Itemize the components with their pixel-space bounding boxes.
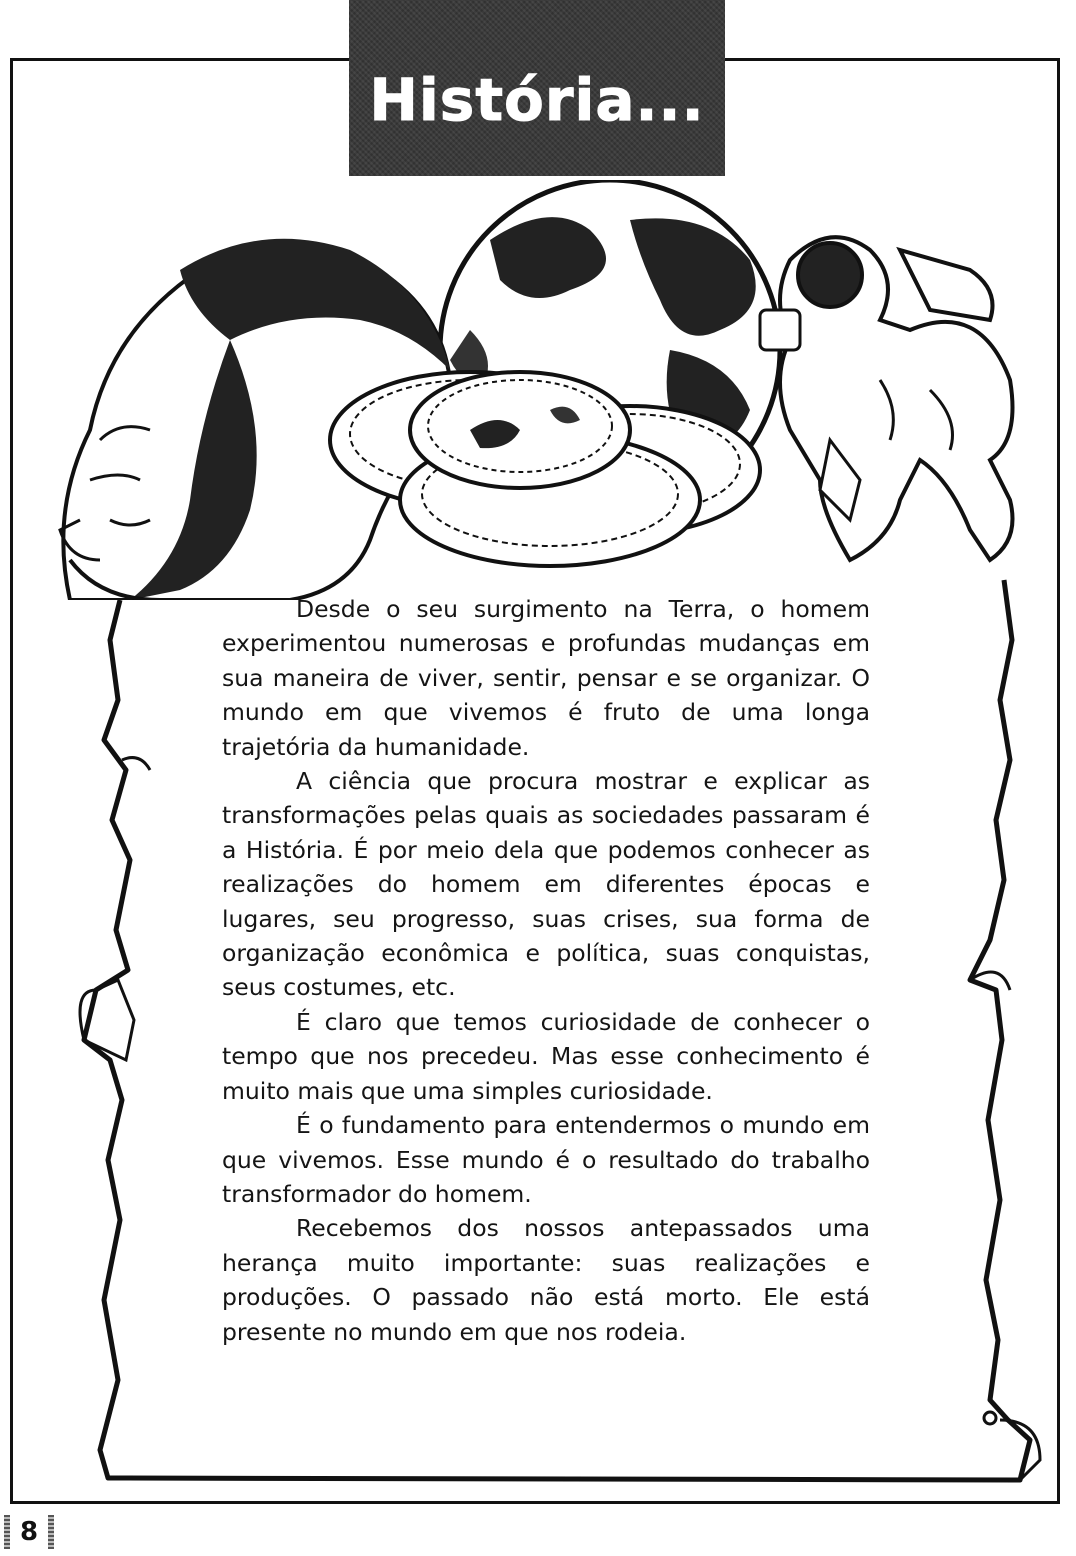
page-title: História... [369, 66, 705, 134]
page-number: 8 [20, 1517, 39, 1547]
paragraph-2: A ciência que procura mostrar e explicar as transformações pelas quais as sociedades passaram é a História. É por meio dela que podemos conhecer as realizações do homem em diferentes épocas e lugares, seu progresso, suas crises, sua forma de organização econômica e política, suas conquistas, seus costumes, etc. [222, 767, 870, 1002]
paragraph-5: Recebemos dos nossos antepassados uma herança muito importante: suas realizações e produções. O passado não está morto. Ele está presente no mundo em que nos rodeia. [222, 1214, 870, 1346]
astronaut-icon [760, 237, 1013, 560]
page-number-bar-left [4, 1515, 10, 1549]
header-illustration [30, 180, 1050, 600]
body-text [222, 592, 870, 1349]
page-number-bar-right [48, 1515, 54, 1549]
paragraph-4: É o fundamento para entendermos o mundo em que vivemos. Esse mundo é o resultado do trabalho transformador do homem. [222, 1111, 870, 1208]
paragraph-1: Desde o seu surgimento na Terra, o homem experimentou numerosas e profundas mudanças em sua maneira de viver, sentir, pensar e se organizar. O mundo em que vivemos é fruto de uma longa trajetória da humanidade. [222, 595, 870, 761]
title-banner [349, 0, 725, 176]
paragraph-3: É claro que temos curiosidade de conhecer o tempo que nos precedeu. Mas esse conhecimento é muito mais que uma simples curiosidade. [222, 1007, 870, 1105]
page-number-badge [4, 1514, 54, 1550]
